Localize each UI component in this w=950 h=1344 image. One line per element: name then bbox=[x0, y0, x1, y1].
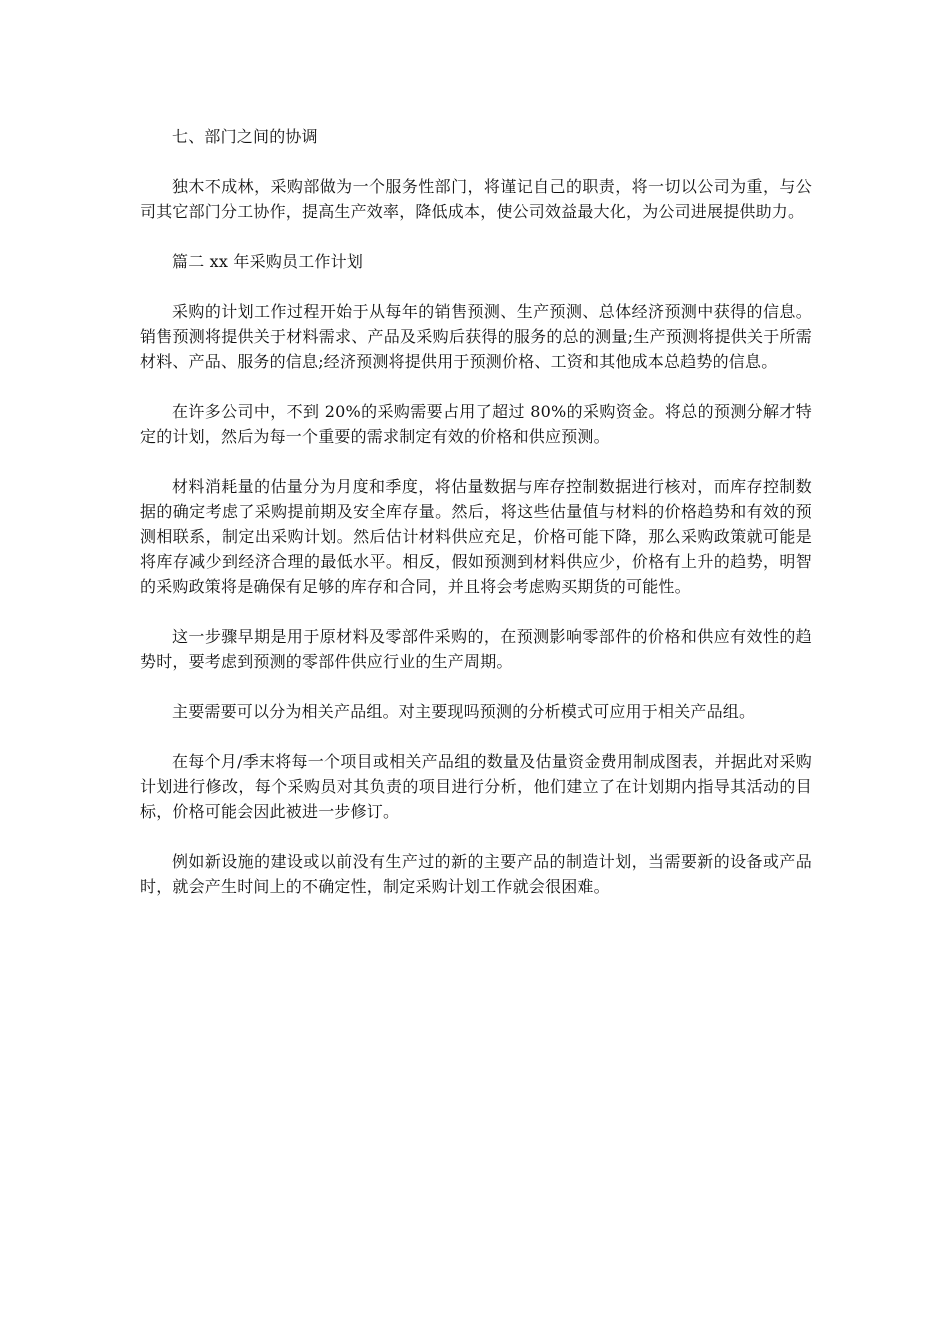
paragraph-uncertainty: 例如新设施的建设或以前没有生产过的新的主要产品的制造计划，当需要新的设备或产品时，就会产生时间上的不确定性，制定采购计划工作就会很困难。 bbox=[140, 852, 812, 896]
paragraph-early-stage: 这一步骤早期是用于原材料及零部件采购的，在预测影响零部件的价格和供应有效性的趋势时，要考虑到预测的零部件供应行业的生产周期。 bbox=[140, 627, 812, 671]
document-body bbox=[140, 124, 812, 924]
paragraph-material-consumption: 材料消耗量的估量分为月度和季度，将估量数据与库存控制数据进行核对，而库存控制数据的确定考虑了采购提前期及安全库存量。然后，将这些估量值与材料的价格趋势和有效的预测相联系，制定出采购计划。然后估计材料供应充足，价格可能下降，那么采购政策就可能是将库存减少到经济合理的最低水平。相反，假如预测到材料供应少，价格有上升的趋势，明智的采购政策将是确保有足够的库存和合同，并且将会考虑购买期货的可能性。 bbox=[140, 477, 812, 596]
paragraph-forecast-sources: 采购的计划工作过程开始于从每年的销售预测、生产预测、总体经济预测中获得的信息。销售预测将提供关于材料需求、产品及采购后获得的服务的总的测量;生产预测将提供关于所需材料、产品、服务的信息;经济预测将提供用于预测价格、工资和其他成本总趋势的信息。 bbox=[140, 302, 812, 371]
paragraph-coordination: 独木不成林，采购部做为一个服务性部门，将谨记自己的职责，将一切以公司为重，与公司其它部门分工协作，提高生产效率，降低成本，使公司效益最大化，为公司进展提供助力。 bbox=[140, 177, 812, 221]
paragraph-product-groups: 主要需要可以分为相关产品组。对主要现吗预测的分析模式可应用于相关产品组。 bbox=[172, 702, 756, 721]
section-heading-department-coordination: 七、部门之间的协调 bbox=[172, 127, 318, 146]
paragraph-monthly-charts: 在每个月/季末将每一个项目或相关产品组的数量及估量资金费用制成图表，并据此对采购计划进行修改，每个采购员对其负责的项目进行分析，他们建立了在计划期内指导其活动的目标，价格可能会因此被进一步修订。 bbox=[140, 752, 812, 821]
paragraph-pareto-purchasing: 在许多公司中，不到 20%的采购需要占用了超过 80%的采购资金。将总的预测分解才特定的计划，然后为每一个重要的需求制定有效的价格和供应预测。 bbox=[140, 402, 812, 446]
section-heading-purchasing-plan: 篇二 xx 年采购员工作计划 bbox=[172, 252, 364, 271]
